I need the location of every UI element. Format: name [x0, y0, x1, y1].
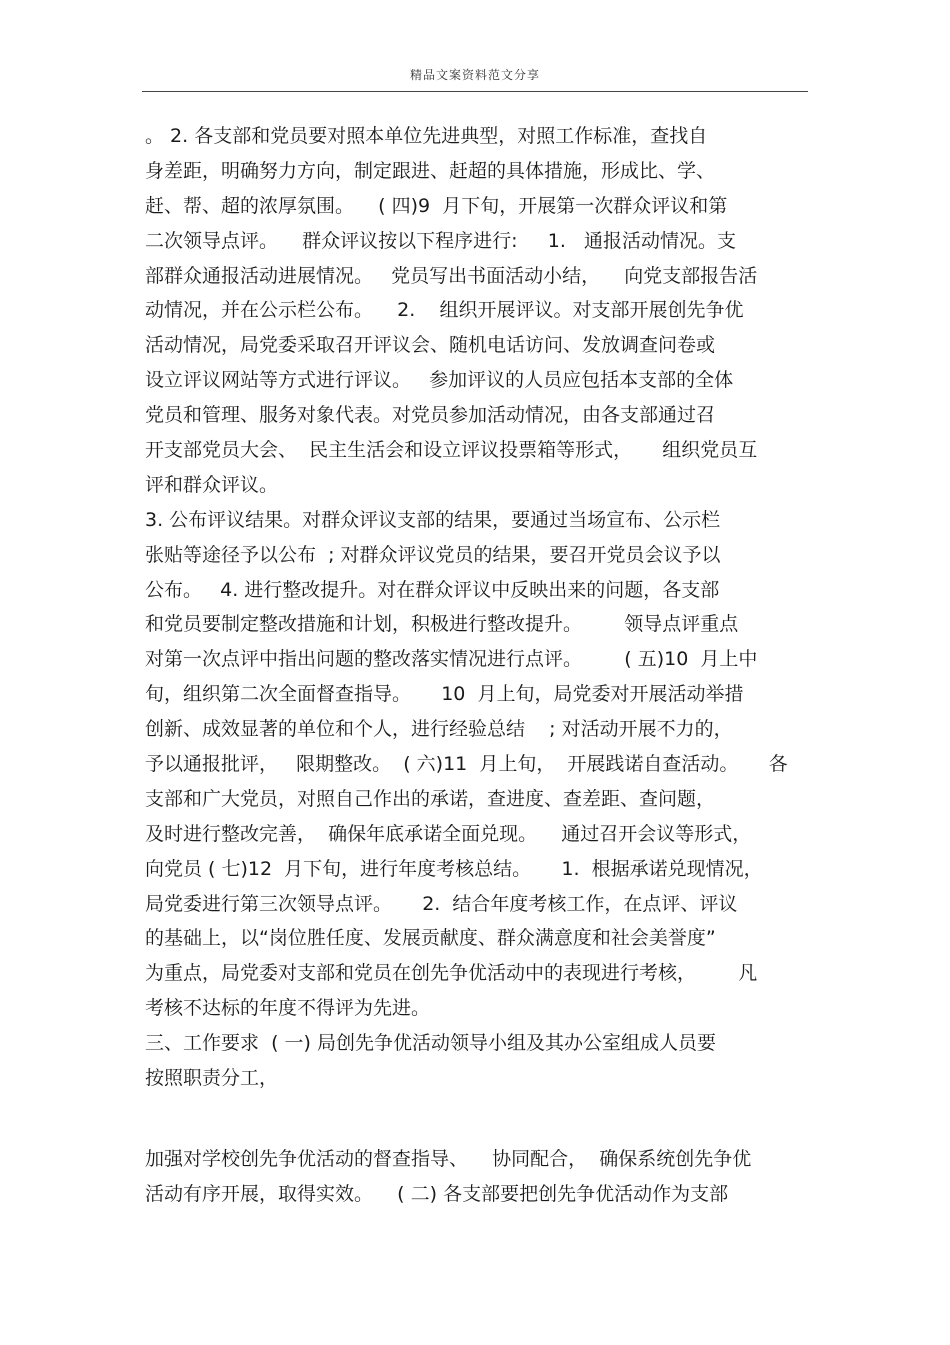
text-line: 的基础上，以“岗位胜任度、发展贡献度、群众满意度和社会美誉度”: [145, 927, 716, 950]
page-header: 精品文案资料范文分享: [409, 68, 540, 82]
text-line: 部群众通报活动进展情况。 党员写出书面活动小结， 向党支部报告活: [145, 264, 758, 287]
text-line: 为重点，局党委对支部和党员在创先争优活动中的表现进行考核， 凡: [145, 962, 758, 985]
text-line: 三、工作要求 ( 一) 局创先争优活动领导小组及其办公室组成人员要: [145, 1032, 716, 1055]
text-line: 动情况，并在公示栏公布。 2. 组织开展评议。对支部开展创先争优: [145, 299, 744, 322]
text-line: 身差距，明确努力方向，制定跟进、赶超的具体措施，形成比、学、: [145, 159, 716, 182]
text-line: 赶、帮、超的浓厚氛围。 ( 四)9 月下旬，开展第一次群众评议和第: [145, 194, 728, 217]
text-line: 按照职责分工，: [145, 1067, 279, 1090]
text-line: 予以通报批评， 限期整改。 ( 六)11 月上旬， 开展践诺自查活动。 各: [145, 753, 788, 776]
text-line: 局党委进行第三次领导点评。 2. 结合年度考核工作，在点评、评议: [145, 892, 738, 915]
body-text-block-2: [145, 1142, 815, 1212]
text-line: 张贴等途径予以公布 ; 对群众评议党员的结果，要召开党员会议予以: [145, 543, 721, 566]
text-line: 向党员 ( 七)12 月下旬，进行年度考核总结。 1. 根据承诺兑现情况，: [145, 857, 763, 880]
text-line: 开支部党员大会、 民主生活会和设立评议投票箱等形式， 组织党员互: [145, 439, 758, 462]
body-text-block-1: [145, 119, 815, 1096]
text-line: 。 2. 各支部和党员要对照本单位先进典型，对照工作标准，查找自: [145, 125, 708, 147]
text-line: 党员和管理、服务对象代表。对党员参加活动情况，由各支部通过召: [145, 404, 716, 427]
text-line: 对第一次点评中指出问题的整改落实情况进行点评。 ( 五)10 月上中: [145, 648, 758, 671]
text-line: 公布。 4. 进行整改提升。对在群众评议中反映出来的问题，各支部: [145, 578, 720, 601]
text-line: 设立评议网站等方式进行评议。 参加评议的人员应包括本支部的全体: [145, 369, 734, 392]
text-line: 考核不达标的年度不得评为先进。: [145, 997, 431, 1020]
header-divider: [142, 91, 808, 92]
text-line: 支部和广大党员，对照自己作出的承诺，查进度、查差距、查问题，: [145, 787, 716, 810]
text-line: 活动有序开展，取得实效。 ( 二) 各支部要把创先争优活动作为支部: [145, 1182, 729, 1205]
text-line: 及时进行整改完善， 确保年底承诺全面兑现。 通过召开会议等形式，: [145, 822, 752, 845]
text-line: 创新、成效显著的单位和个人，进行经验总结 ; 对活动开展不力的，: [145, 718, 733, 741]
text-line: 评和群众评议。: [145, 473, 279, 496]
text-line: 二次领导点评。 群众评议按以下程序进行: 1. 通报活动情况。支: [145, 229, 737, 252]
text-line: 活动情况，局党委采取召开评议会、随机电话访问、发放调查问卷或: [145, 334, 716, 357]
text-line: 加强对学校创先争优活动的督查指导、 协同配合， 确保系统创先争优: [145, 1148, 752, 1170]
text-line: 旬，组织第二次全面督查指导。 10 月上旬，局党委对开展活动举措: [145, 683, 744, 706]
text-line: 和党员要制定整改措施和计划，积极进行整改提升。 领导点评重点: [145, 613, 739, 636]
text-line: 3. 公布评议结果。对群众评议支部的结果，要通过当场宣布、公示栏: [145, 508, 721, 531]
